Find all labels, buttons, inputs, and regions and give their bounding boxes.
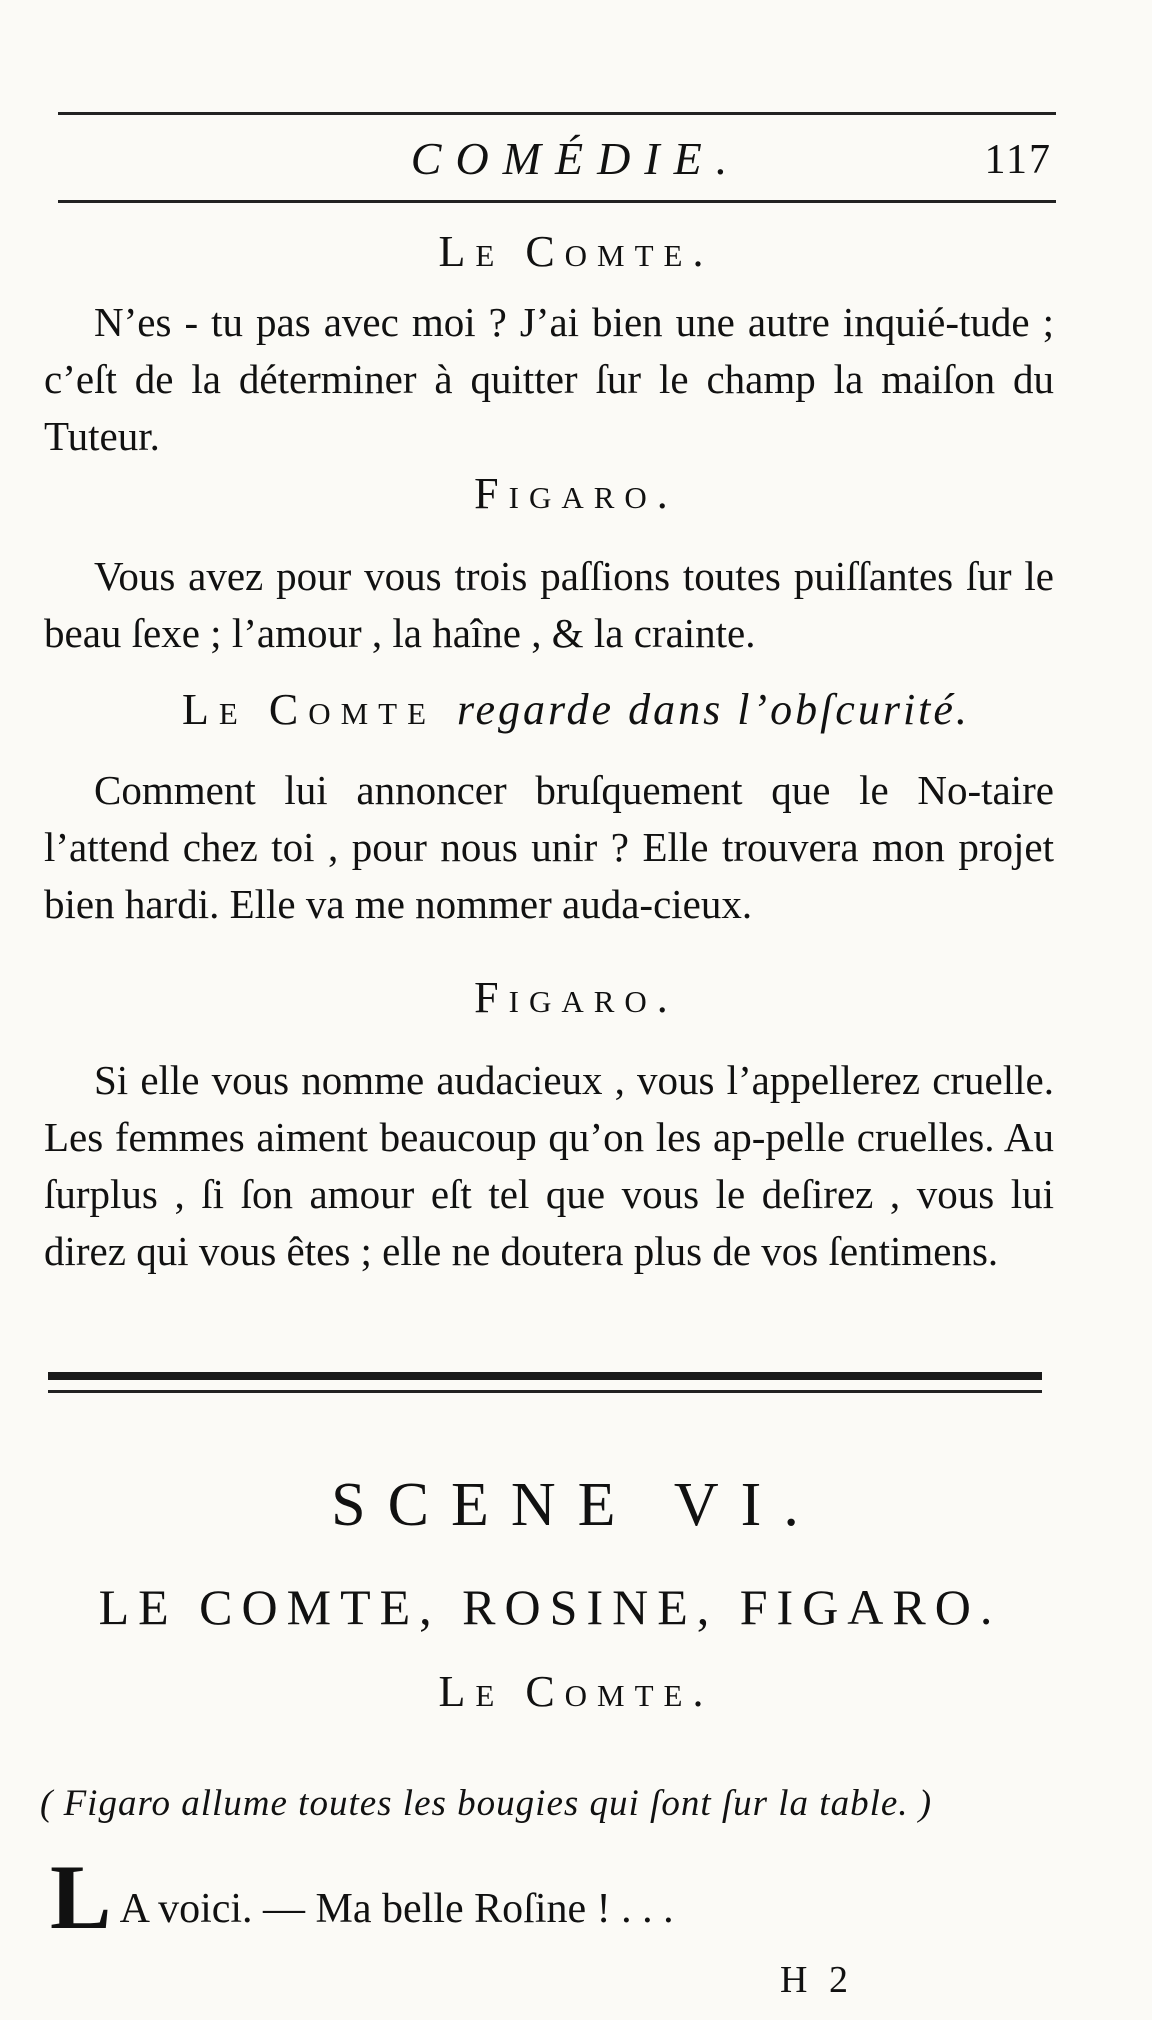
speech-figaro-1: Vous avez pour vous trois paſſions toutes puiſſantes ſur le beau ſexe ; l’amour , la haîne , & la crainte. <box>44 553 1054 656</box>
scene-divider-thick <box>48 1372 1042 1380</box>
running-title: COMÉDIE. <box>410 133 742 184</box>
drop-cap: L <box>50 1846 112 1948</box>
top-rule-upper <box>58 112 1056 115</box>
scene-title: SCENE VI. <box>331 1471 821 1539</box>
stage-direction: ( Figaro allume toutes les bougies qui ſont ſur la table. ) <box>40 1783 933 1824</box>
speech-le-comte-2: Comment lui annoncer bruſquement que le No-taire l’attend chez toi , pour nous unir ? Elle trouvera mon projet bien hardi. Elle va me nommer auda-cieux. <box>44 767 1054 927</box>
opening-line <box>50 1846 674 1948</box>
speaker-figaro-1: Figaro. <box>474 469 678 518</box>
speech-le-comte-1: N’es - tu pas avec moi ? J’ai bien une autre inquié-tude ; c’eſt de la déterminer à quitter ſur le champ la maiſon du Tuteur. <box>44 299 1054 459</box>
speaker-le-comte-2 <box>0 684 1152 735</box>
speaker-stage-direction: regarde dans l’obſcurité. <box>457 685 970 734</box>
top-rule-lower <box>58 200 1056 203</box>
speaker-figaro-2: Figaro. <box>474 973 678 1022</box>
speech-figaro-2: Si elle vous nomme audacieux , vous l’appellerez cruelle. Les femmes aiment beaucoup qu’on les ap-pelle cruelles. Au ſurplus , ſi ſon amour eſt tel que vous le deſirez , vous lui direz qui vous êtes ; elle ne doutera plus de vos ſentimens. <box>44 1057 1054 1274</box>
opening-line-text: A voici. — Ma belle Roſine ! . . . <box>119 1886 674 1932</box>
scene-characters: LE COMTE, ROSINE, FIGARO. <box>98 1579 1002 1635</box>
signature-mark: H 2 <box>780 1959 854 2001</box>
speaker-name: Le Comte <box>182 685 437 734</box>
scene-divider-thin <box>48 1390 1042 1393</box>
speaker-le-comte-1: Le Comte. <box>438 227 714 276</box>
page-number: 117 <box>984 137 1052 183</box>
speaker-le-comte-3: Le Comte. <box>438 1667 714 1716</box>
